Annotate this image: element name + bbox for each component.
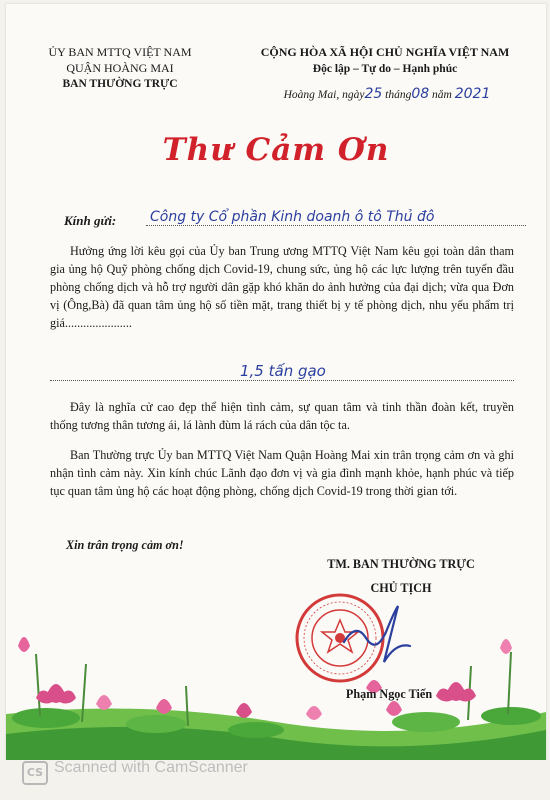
paragraph-2: Đây là nghĩa cử cao đẹp thể hiện tình cảm, sự quan tâm và tinh thần đoàn kết, truyền thống tương thân tương ái, lá lành đùm lá rách của dân tộc ta. (50, 400, 514, 432)
national-motto: Độc lập – Tự do – Hạnh phúc (312, 63, 458, 75)
recipient-dotline (146, 225, 526, 226)
issuer-line-1: ỦY BAN MTTQ VIỆT NAM (48, 45, 192, 59)
signature-title-1: TM. BAN THƯỜNG TRỰC (327, 557, 475, 571)
date-place: Hoàng Mai, ngày (283, 89, 365, 101)
lotus-footer-decoration (6, 634, 546, 760)
letter-title: Thư Cảm Ơn (162, 132, 390, 168)
signer-name: Phạm Ngọc Tiến (345, 687, 433, 701)
paragraph-3: Ban Thường trực Ủy ban MTTQ Việt Nam Quận Hoàng Mai xin trân trọng cảm ơn và ghi nhận tình cảm này. Xin kính chúc Lãnh đạo đơn vị và gia đình mạnh khỏe, hạnh phúc và tiếp tục quan tâm ủng hộ các hoạt động phòng, chống dịch Covid-19 trong thời gian tới. (50, 448, 514, 498)
date-month-label: tháng (385, 89, 412, 101)
date-month: 08 (411, 86, 430, 102)
recipient-name: Công ty Cổ phần Kinh doanh ô tô Thủ đô (150, 209, 435, 225)
recipient-label: Kính gửi: (64, 213, 117, 228)
donation-amount-row (50, 362, 514, 384)
letter-page (6, 4, 546, 760)
donation-amount: 1,5 tấn gạo (240, 362, 326, 380)
issuer-line-3: BAN THƯỜNG TRỰC (62, 78, 178, 90)
closing-line: Xin trân trọng cảm ơn! (66, 538, 184, 552)
issuer-line-2: QUẬN HOÀNG MAI (66, 61, 174, 75)
issuer-header (20, 44, 220, 92)
amount-dotline (50, 380, 514, 381)
date-line (242, 86, 532, 102)
national-header (230, 44, 540, 78)
date-year: 2021 (454, 86, 491, 102)
recipient-line (64, 209, 524, 229)
handwritten-signature (336, 602, 416, 666)
scanner-watermark-text: Scanned with CamScanner (54, 759, 248, 776)
camscanner-logo-icon: CS (22, 761, 48, 785)
date-day: 25 (364, 86, 383, 102)
national-title: CỘNG HÒA XÃ HỘI CHỦ NGHĨA VIỆT NAM (260, 45, 510, 59)
date-year-label: năm (432, 89, 452, 101)
paragraph-1: Hưởng ứng lời kêu gọi của Ủy ban Trung ương MTTQ Việt Nam kêu gọi toàn dân tham gia ủng hộ Quỹ phòng chống dịch Covid-19, chung sức, ủng hộ các lực lượng trên tuyến đầu phòng chống dịch và hỗ trợ người dân gặp khó khăn do ảnh hưởng của đại dịch; vừa qua Đơn vị (Ông,Bà) đã quan tâm ủng hộ số tiền mặt, trang thiết bị y tế phòng dịch, nhu yếu phẩm trị giá...................... (50, 244, 514, 330)
signature-title-2: CHỦ TỊCH (370, 581, 432, 595)
